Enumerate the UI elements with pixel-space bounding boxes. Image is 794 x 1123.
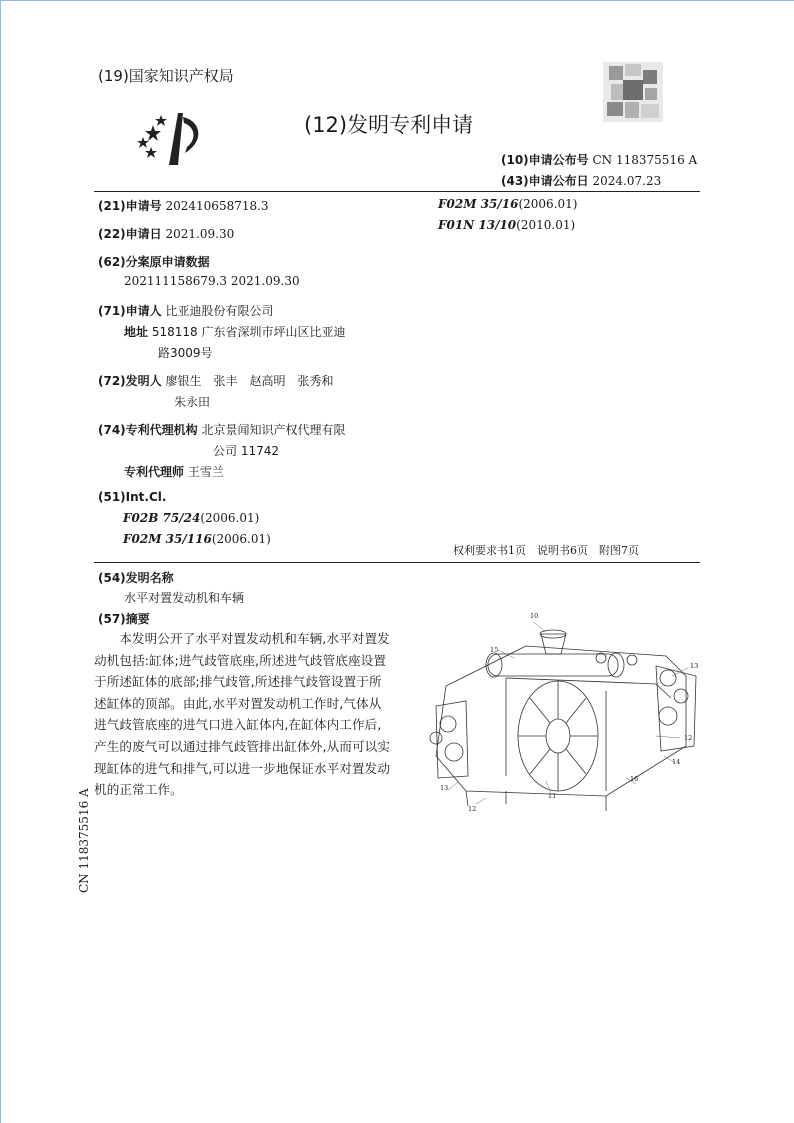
agency-line-2: 公司 11742 [213, 444, 279, 458]
qr-code [603, 62, 663, 122]
office-name: (19)国家知识产权局 [98, 67, 234, 85]
document-type: (12)发明专利申请 [304, 113, 474, 137]
qr-code-icon [603, 62, 663, 122]
division-data-label: (62)分案原申请数据 [98, 255, 210, 269]
abstract-text: 本发明公开了水平对置发动机和车辆,水平对置发动机包括:缸体;进气歧管底座,所述进气歧管底座设置于所述缸体的底部;排气歧管,所述排气歧管设置于所述缸体的顶部。由此,水平对置发动机工作时,气体从进气歧管底座的进气口进入缸体内,在缸体内工作后,产生的废气可以通过排气歧管排出缸体外,从而可以实现缸体的进气和排气,可以进一步地保证水平对置发动机的正常工作。 [94, 631, 391, 798]
engine-figure [406, 606, 706, 821]
pub-number-label: (10)申请公布号 [501, 153, 589, 167]
app-date-label: (22)申请日 [98, 227, 162, 241]
app-number: 202410658718.3 [165, 199, 269, 213]
intcl-version: (2010.01) [516, 218, 576, 232]
app-date: 2021.09.30 [165, 227, 235, 241]
intcl-code: F02M 35/16 [438, 197, 519, 211]
page-count-summary: 权利要求书1页 说明书6页 附图7页 [453, 544, 639, 557]
invention-title-label: (54)发明名称 [98, 571, 174, 585]
cnipa-logo-icon [131, 107, 211, 169]
agent-label: 专利代理师 [124, 465, 185, 479]
invention-title: 水平对置发动机和车辆 [124, 591, 245, 605]
agent-row [124, 463, 224, 480]
address-label: 地址 [124, 325, 149, 339]
figure-label: 12 [468, 805, 477, 813]
app-number-row [98, 197, 269, 214]
section-divider [94, 562, 700, 563]
side-publication-number: CN 118375516 A [77, 788, 91, 893]
intcl-item [123, 511, 259, 525]
header-divider [94, 191, 700, 192]
applicant: 比亚迪股份有限公司 [165, 304, 274, 318]
figure-label: 13 [690, 662, 699, 670]
agent: 王雪兰 [187, 465, 224, 479]
address-line-1: 518118 广东省深圳市坪山区比亚迪 [151, 325, 346, 339]
agency-label: (74)专利代理机构 [98, 423, 198, 437]
app-number-label: (21)申请号 [98, 199, 162, 213]
pub-date-label: (43)申请公布日 [501, 174, 589, 188]
intcl-code: F02B 75/24 [123, 511, 201, 525]
intcl-item-right [438, 197, 577, 211]
agency-row [98, 421, 346, 438]
abstract-label: (57)摘要 [98, 612, 150, 626]
figure-label: 12 [684, 734, 693, 742]
agency-line-1: 北京景闻知识产权代理有限 [201, 423, 346, 437]
figure-label: 15 [490, 646, 499, 654]
intcl-code: F01N 13/10 [438, 218, 517, 232]
address-row [124, 323, 345, 340]
inventor-line-1: 廖银生 张丰 赵高明 张秀和 [165, 374, 334, 388]
intcl-version: (2006.01) [211, 532, 271, 546]
inventor-line-2: 朱永田 [174, 395, 211, 409]
pub-date: 2024.07.23 [592, 174, 662, 188]
figure-label: 11 [548, 792, 557, 800]
intcl-version: (2006.01) [518, 197, 578, 211]
applicant-label: (71)申请人 [98, 304, 162, 318]
inventor-label: (72)发明人 [98, 374, 162, 388]
applicant-row [98, 302, 274, 319]
intcl-item-right [438, 218, 575, 232]
division-data: 202111158679.3 2021.09.30 [124, 274, 300, 288]
intcl-code: F02M 35/116 [123, 532, 212, 546]
address-line-2: 路3009号 [158, 346, 213, 360]
intcl-label: (51)Int.Cl. [98, 490, 167, 504]
pub-number-row [501, 151, 697, 168]
app-date-row [98, 225, 234, 242]
figure-label: 14 [672, 758, 681, 766]
figure-label: 10 [530, 612, 539, 620]
figure-label: 16 [630, 775, 639, 783]
pub-date-row [501, 172, 661, 189]
pub-number: CN 118375516 A [592, 153, 698, 167]
figure-label: 13 [440, 784, 449, 792]
inventor-row [98, 372, 334, 389]
intcl-item [123, 532, 271, 546]
intcl-version: (2006.01) [200, 511, 260, 525]
